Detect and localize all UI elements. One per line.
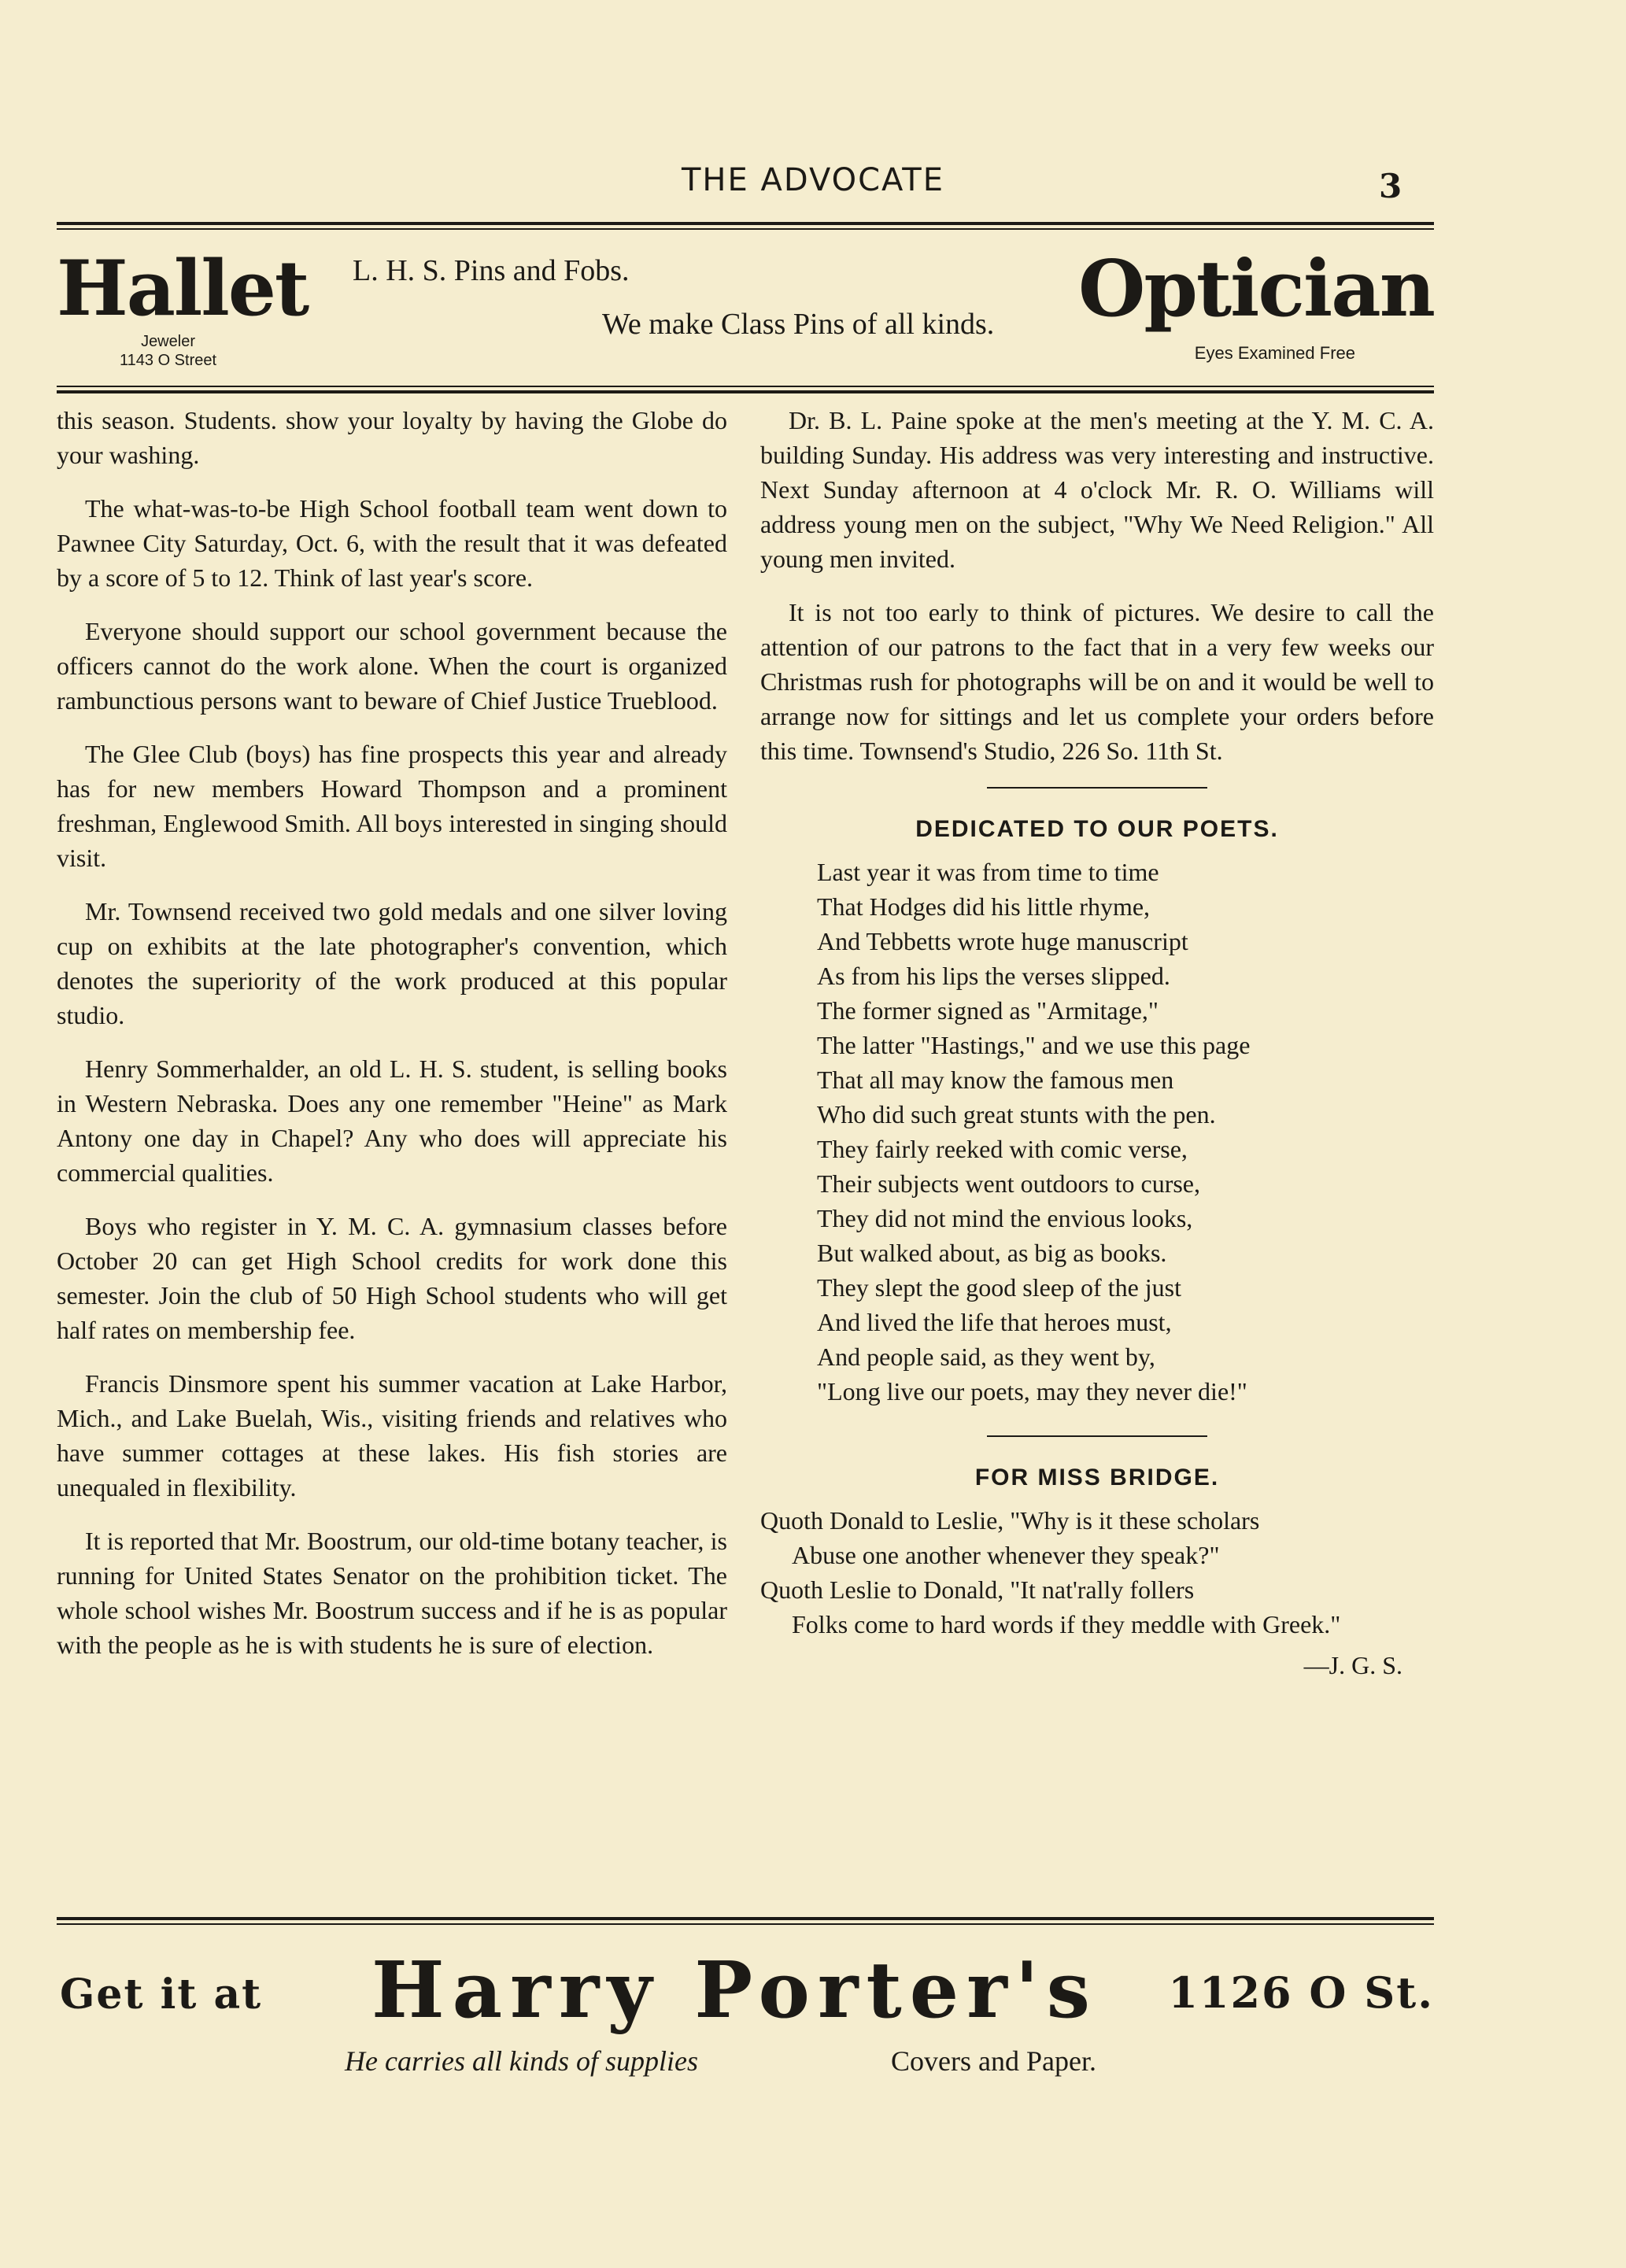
ad-supplies-line: He carries all kinds of supplies <box>345 2045 698 2077</box>
ad-lead-text: Get it at <box>60 1971 263 2019</box>
ad-store-address: 1143 O Street <box>120 352 217 369</box>
ad-store-name: Harry Porter's <box>371 1945 1098 2036</box>
poem-signature: —J. G. S. <box>1303 1651 1402 1679</box>
section-divider <box>987 1435 1207 1437</box>
running-head: THE ADVOCATE <box>682 162 944 198</box>
ad-class-pins-line: We make Class Pins of all kinds. <box>602 308 995 341</box>
verse-line: Abuse one another whenever they speak?" <box>792 1541 1220 1569</box>
ad-optician: Optician <box>1077 244 1434 334</box>
section-divider <box>987 787 1207 789</box>
poem-line: The former signed as "Armitage," <box>817 996 1159 1025</box>
ad-pins-line: L. H. S. Pins and Fobs. <box>353 254 630 287</box>
poem-line: But walked about, as big as books. <box>817 1239 1167 1267</box>
verse-line: Quoth Leslie to Donald, "It nat'rally follers <box>760 1575 1195 1604</box>
poem-line: They did not mind the envious looks, <box>817 1204 1193 1232</box>
verse-line: Quoth Donald to Leslie, "Why is it these scholars <box>760 1506 1260 1535</box>
ad-store-role: Jeweler <box>141 333 195 350</box>
poem-title: DEDICATED TO OUR POETS. <box>915 816 1279 842</box>
ad-covers-line: Covers and Paper. <box>891 2045 1096 2077</box>
header-rule-bottom <box>57 390 1434 393</box>
poem-line: Who did such great stunts with the pen. <box>817 1100 1216 1128</box>
header-rule-bottom-thin <box>57 386 1434 387</box>
poem-line: That all may know the famous men <box>817 1066 1174 1094</box>
poem-line: They slept the good sleep of the just <box>817 1273 1182 1302</box>
poem-line: They fairly reeked with comic verse, <box>817 1135 1188 1163</box>
ad-store-role-address <box>120 332 216 370</box>
article-paragraph: Boys who register in Y. M. C. A. gymnasium classes before October 20 can get High School credits for work done this semester. Join the club of 50 High School students who will get half rates on membership fee. <box>57 1212 727 1344</box>
poem-line: That Hodges did his little rhyme, <box>817 892 1151 921</box>
verse-line: Folks come to hard words if they meddle with Greek." <box>792 1610 1341 1638</box>
article-paragraph: Henry Sommerhalder, an old L. H. S. student, is selling books in Western Nebraska. Does any one remember "Heine" as Mark Antony one day in Chapel? Any who does will appreciate his commercial qualities. <box>57 1055 727 1187</box>
article-paragraph: It is reported that Mr. Boostrum, our old-time botany teacher, is running for United States Senator on the prohibition ticket. The whole school wishes Mr. Boostrum success and if he is as popular with the people as he is with students he is sure of election. <box>57 1527 727 1659</box>
poem-line: Their subjects went outdoors to curse, <box>817 1169 1200 1198</box>
poem-line: The latter "Hastings," and we use this page <box>817 1031 1251 1059</box>
article-paragraph: Mr. Townsend received two gold medals and one silver loving cup on exhibits at the late photographer's convention, which denotes the superiority of the work produced at this popular studio. <box>57 897 727 1029</box>
article-paragraph: It is not too early to think of pictures. We desire to call the attention of our patrons to the fact that in a very few weeks our Christmas rush for photographs will be on and it would be well to arrange now for sittings and let us complete your orders before this time. Townsend's Studio, 226 So. 11th St. <box>760 598 1434 765</box>
jeweler-advertisement <box>57 228 1434 386</box>
ad-store-address: 1126 O St. <box>1168 1967 1434 2018</box>
ad-eyes-examined: Eyes Examined Free <box>1194 343 1355 363</box>
article-paragraph: this season. Students. show your loyalty by having the Globe do your washing. <box>57 406 727 469</box>
stationery-advertisement <box>57 1926 1434 2084</box>
article-paragraph: The what-was-to-be High School football team went down to Pawnee City Saturday, Oct. 6, with the result that it was defeated by a score of 5 to 12. Think of last year's score. <box>57 494 727 592</box>
right-column <box>760 403 1434 1683</box>
article-paragraph: Everyone should support our school government because the officers cannot do the work alone. When the court is organized rambunctious persons want to beware of Chief Justice Trueblood. <box>57 617 727 715</box>
left-column <box>57 403 727 1681</box>
poem-line: "Long live our poets, may they never die!" <box>817 1377 1247 1405</box>
poem-line: And lived the life that heroes must, <box>817 1308 1172 1336</box>
page-number: 3 <box>1379 167 1402 205</box>
article-paragraph: Francis Dinsmore spent his summer vacation at Lake Harbor, Mich., and Lake Buelah, Wis., visiting friends and relatives who have summer cottages at these lakes. His fish stories are unequaled in flexibility. <box>57 1369 727 1502</box>
footer-rule-top-thin <box>57 1923 1434 1925</box>
footer-rule-top <box>57 1917 1434 1920</box>
article-paragraph: The Glee Club (boys) has fine prospects this year and already has for new members Howard Thompson and a prominent freshman, Englewood Smith. All boys interested in singing should visit. <box>57 740 727 872</box>
poem-line: And people said, as they went by, <box>817 1343 1155 1371</box>
header-rule-top <box>57 222 1434 225</box>
article-paragraph: Dr. B. L. Paine spoke at the men's meeting at the Y. M. C. A. building Sunday. His address was very interesting and instructive. Next Sunday afternoon at 4 o'clock Mr. R. O. Williams will address young men on the subject, "Why We Need Religion." All young men invited. <box>760 406 1434 573</box>
poem-line: And Tebbetts wrote huge manuscript <box>817 927 1188 955</box>
ad-store-name: Hallet <box>57 244 309 333</box>
poem-title: FOR MISS BRIDGE. <box>974 1465 1220 1490</box>
poem-line: As from his lips the verses slipped. <box>817 962 1170 990</box>
poem-line: Last year it was from time to time <box>817 858 1159 886</box>
poem <box>817 855 1434 1409</box>
verse <box>760 1503 1434 1642</box>
